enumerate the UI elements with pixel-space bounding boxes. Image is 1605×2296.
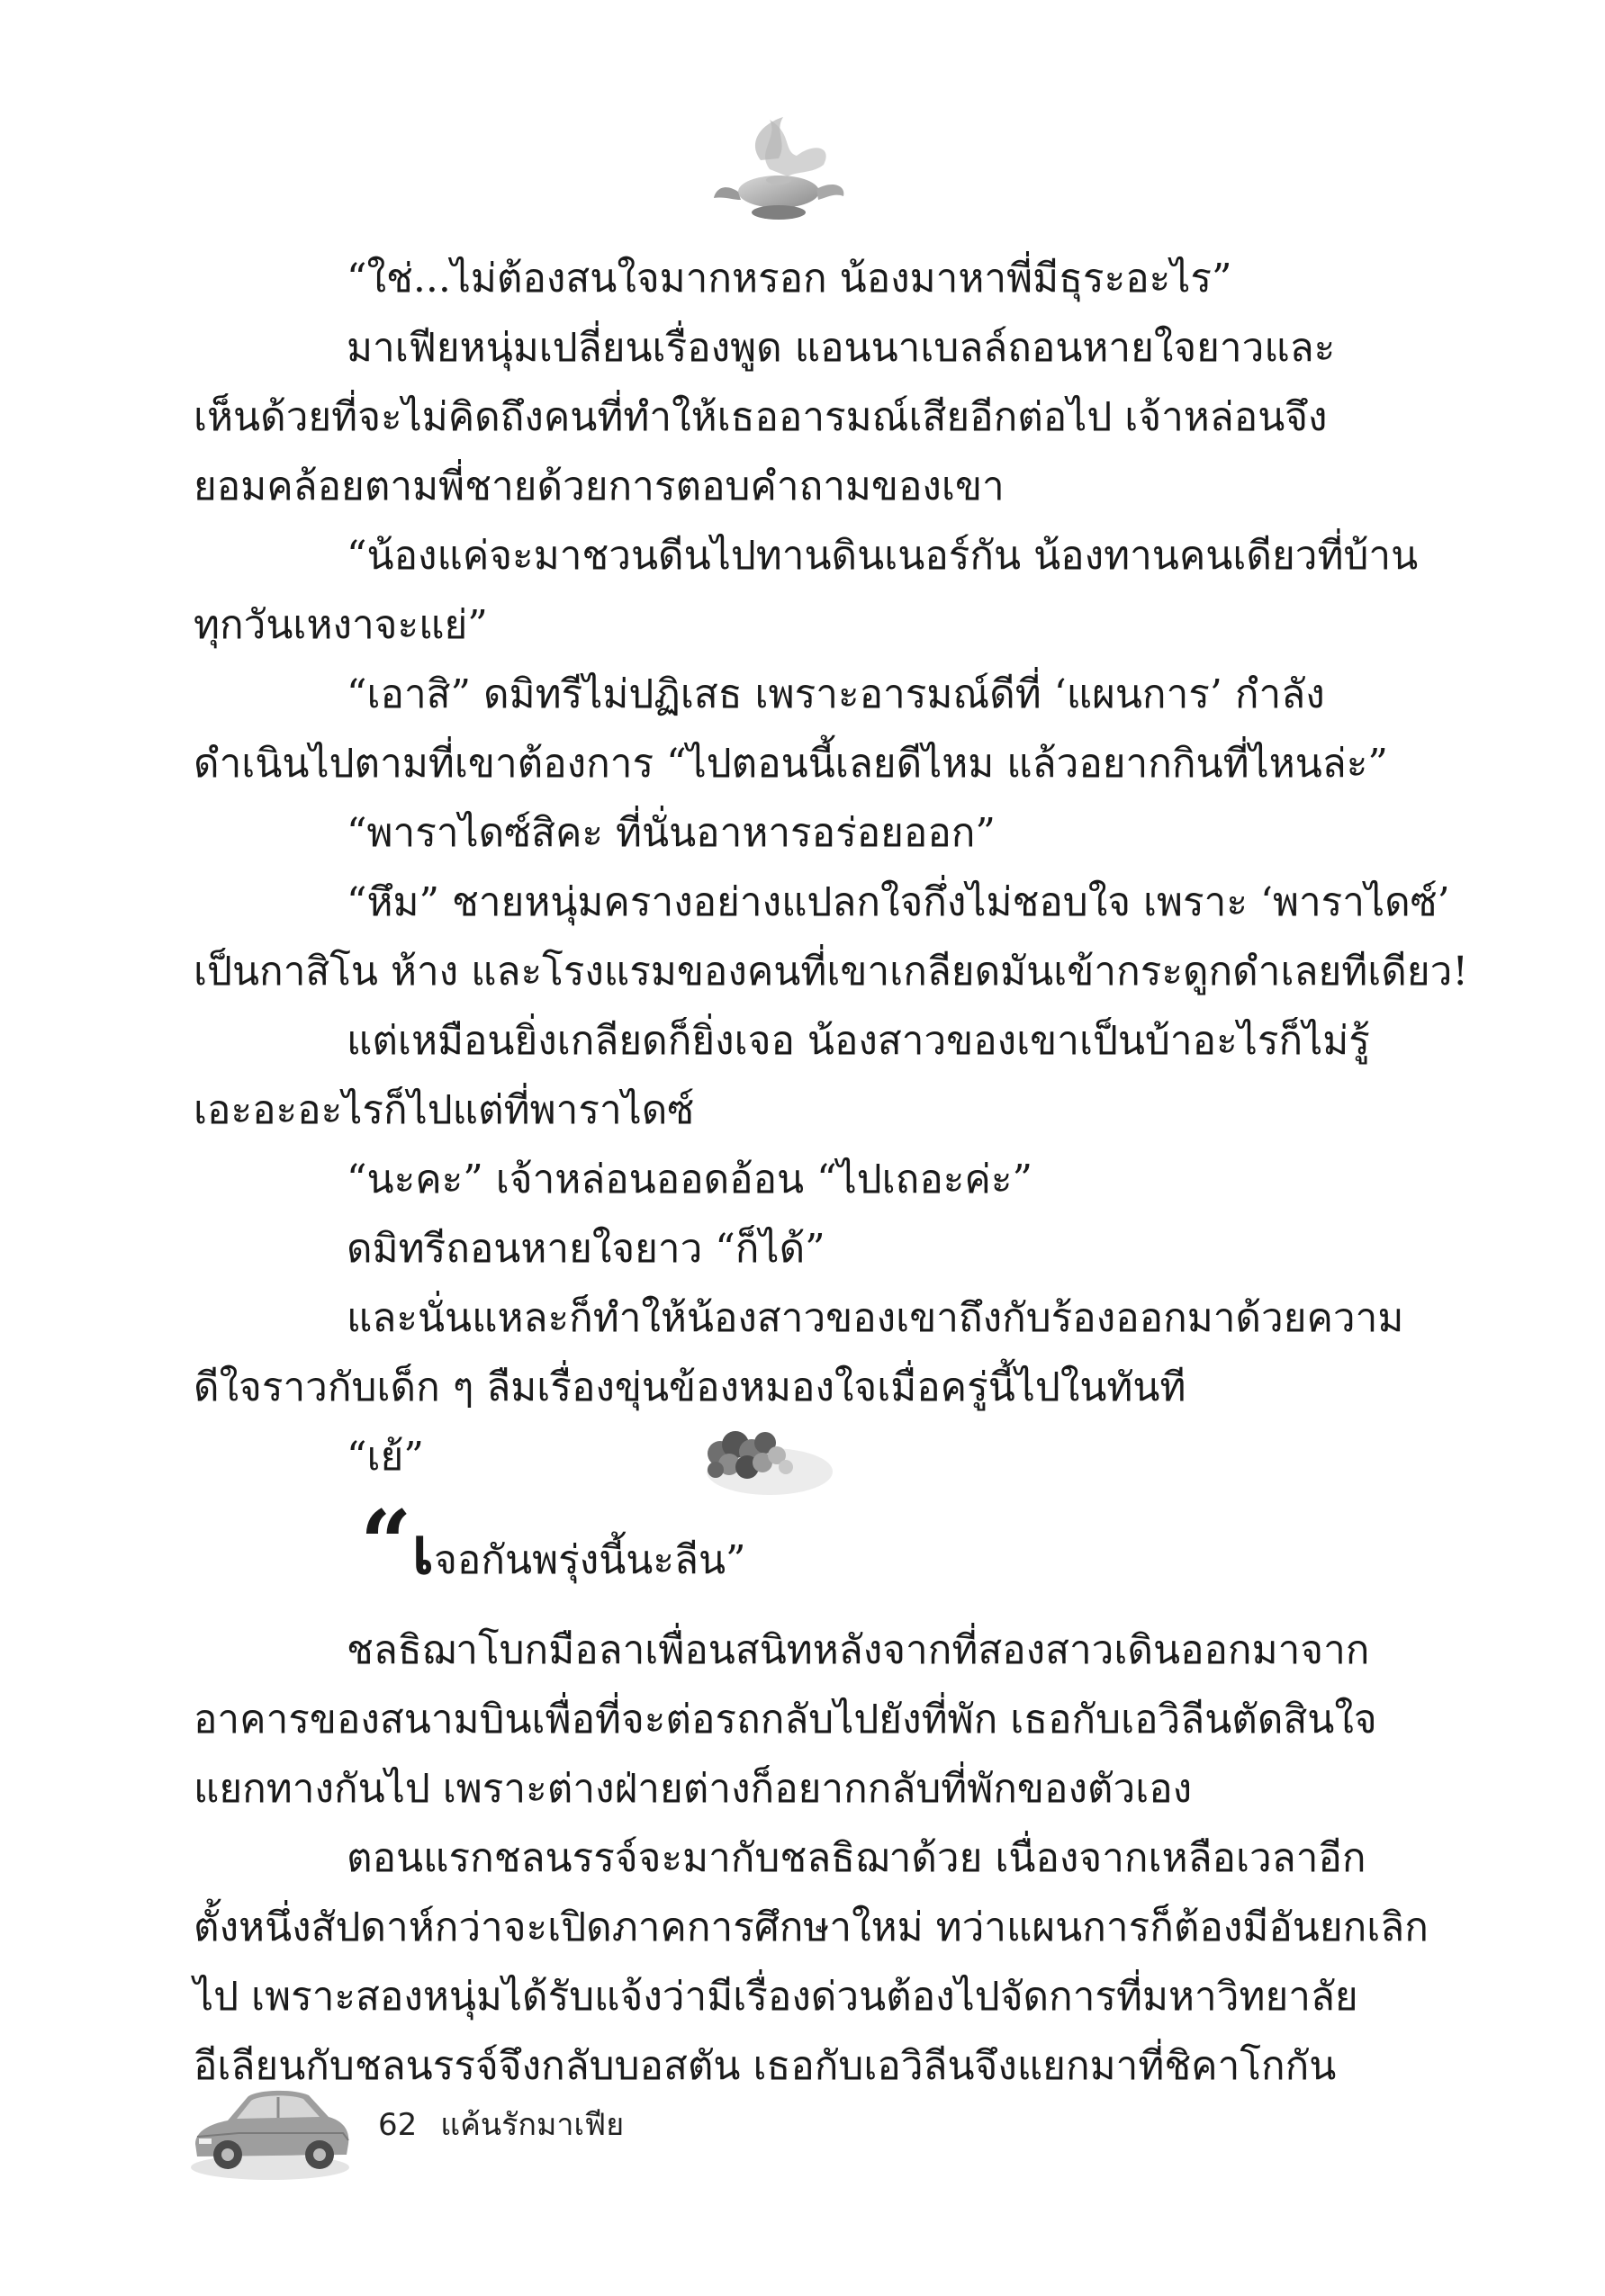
- chapter-opening-line: [360, 1490, 746, 1607]
- paragraph-line: “น้องแค่จะมาชวนดีนไปทานดินเนอร์กัน น้องทานคนเดียวที่บ้าน: [347, 533, 1419, 579]
- paragraph-line: และนั่นแหละก็ทำให้น้องสาวของเขาถึงกับร้องออกมาด้วยความ: [347, 1295, 1404, 1341]
- paragraph-line: เป็นกาสิโน ห้าง และโรงแรมของคนที่เขาเกลียดมันเข้ากระดูกดำเลยทีเดียว!: [194, 949, 1469, 995]
- paragraph-line: มาเฟียหนุ่มเปลี่ยนเรื่องพูด แอนนาเบลล์ถอนหายใจยาวและ: [347, 325, 1336, 371]
- page-footer: [378, 2100, 624, 2148]
- paragraph-line: ไป เพราะสองหนุ่มได้รับแจ้งว่ามีเรื่องด่วนต้องไปจัดการที่มหาวิทยาลัย: [194, 1974, 1358, 2020]
- paragraph-line: ดำเนินไปตามที่เขาต้องการ “ไปตอนนี้เลยดีไหม แล้วอยากกินที่ไหนล่ะ”: [194, 741, 1388, 787]
- paragraph-line: ตั้งหนึ่งสัปดาห์กว่าจะเปิดภาคการศึกษาใหม่ ทว่าแผนการก็ต้องมีอันยกเลิก: [194, 1904, 1429, 1950]
- flower-bouquet-icon: [680, 1418, 837, 1499]
- book-title: แค้นรักมาเฟีย: [440, 2107, 625, 2143]
- paragraph-line: ยอมคล้อยตามพี่ชายด้วยการตอบคำถามของเขา: [194, 464, 1005, 509]
- paragraph-line: ตอนแรกชลนรรจ์จะมากับชลธิฌาด้วย เนื่องจากเหลือเวลาอีก: [347, 1835, 1366, 1881]
- paragraph-line: ดมิทรีถอนหายใจยาว “ก็ได้”: [347, 1226, 825, 1272]
- paragraph-line: “ใช่...ไม่ต้องสนใจมากหรอก น้องมาหาพี่มีธุระอะไร”: [347, 256, 1232, 302]
- body-text-section-1: [194, 244, 1469, 1491]
- page-number: 62: [378, 2107, 418, 2143]
- genie-lamp-icon: [707, 106, 851, 232]
- paragraph-line: อีเลียนกับชลนรรจ์จึงกลับบอสตัน เธอกับเอวิลีนจึงแยกมาที่ชิคาโกกัน: [194, 2043, 1337, 2089]
- paragraph-line: แยกทางกันไป เพราะต่างฝ่ายต่างก็อยากกลับที่พักของตัวเอง: [194, 1766, 1193, 1812]
- dropcap-letter: เ: [411, 1512, 435, 1589]
- paragraph-line: ทุกวันเหงาจะแย่”: [194, 602, 488, 648]
- body-text-section-2: [194, 1616, 1429, 2101]
- paragraph-line: อาคารของสนามบินเพื่อที่จะต่อรถกลับไปยังที่พัก เธอกับเอวิลีนตัดสินใจ: [194, 1697, 1377, 1742]
- paragraph-line: เห็นด้วยที่จะไม่คิดถึงคนที่ทำให้เธออารมณ์เสียอีกต่อไป เจ้าหล่อนจึง: [194, 394, 1328, 440]
- paragraph-line: ดีใจราวกับเด็ก ๆ ลืมเรื่องขุ่นข้องหมองใจเมื่อครู่นี้ไปในทันที: [194, 1364, 1186, 1410]
- paragraph-line: ชลธิฌาโบกมือลาเพื่อนสนิทหลังจากที่สองสาวเดินออกมาจาก: [347, 1627, 1370, 1673]
- paragraph-line: แต่เหมือนยิ่งเกลียดก็ยิ่งเจอ น้องสาวของเขาเป็นบ้าอะไรก็ไม่รู้: [347, 1018, 1370, 1064]
- chapter-opening-text: จอกันพรุ่งนี้นะลีน”: [434, 1537, 746, 1583]
- paragraph-line: “นะคะ” เจ้าหล่อนออดอ้อน “ไปเถอะค่ะ”: [347, 1157, 1032, 1202]
- paragraph-line: “เอาสิ” ดมิทรีไม่ปฏิเสธ เพราะอารมณ์ดีที่ ‘แผนการ’ กำลัง: [347, 671, 1325, 717]
- paragraph-line: “เย้”: [347, 1434, 424, 1480]
- paragraph-line: เอะอะอะไรก็ไปแต่ที่พาราไดซ์: [194, 1087, 695, 1133]
- dropcap-quote-mark: “: [360, 1490, 412, 1597]
- car-icon: [185, 2061, 356, 2196]
- paragraph-line: “หึม” ชายหนุ่มครางอย่างแปลกใจกึ่งไม่ชอบใจ เพราะ ‘พาราไดซ์’: [347, 879, 1450, 925]
- paragraph-line: “พาราไดซ์สิคะ ที่นั่นอาหารอร่อยออก”: [347, 810, 996, 856]
